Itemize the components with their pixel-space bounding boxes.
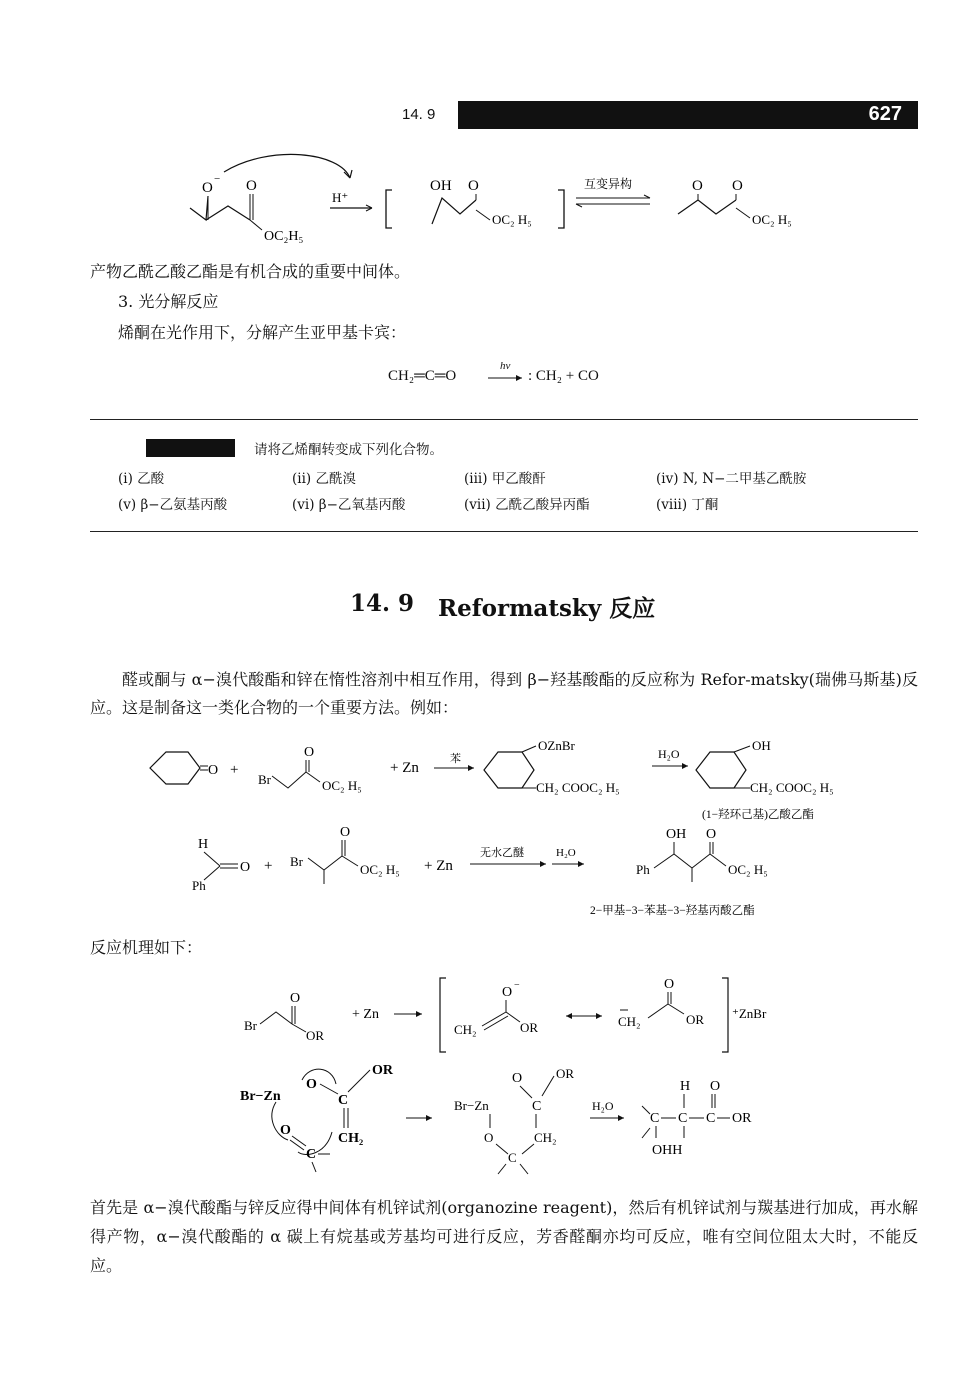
atom-br: Br xyxy=(290,854,303,869)
mechanism-label: 反应机理如下： xyxy=(90,938,203,957)
group-ph: Ph xyxy=(636,862,650,877)
group-or: OR xyxy=(520,1020,539,1035)
paragraph-intro: 醛或酮与 α−溴代酸酯和锌在惰性溶剂中相互作用，得到 β−羟基酸酯的反应称为 Refor-matsky(瑞佛马斯基)反应。这是制备这一类化合物的一个重要方法。例如： xyxy=(90,670,918,717)
group-oc2h5: OC₂ H₅ xyxy=(360,862,400,877)
paragraph-conclusion: 首先是 α−溴代酸酯与锌反应得中间体有机锌试剂(organozine reagent)，然后有机锌试剂与羰基进行加成，再水解得产物，α−溴代酸酯的 α 碳上有烷基或芳基均可进行反应，芳香醛酮亦均可反应，唯有空间位阻太大时，不能反应。 xyxy=(90,1198,918,1275)
atom-o: O xyxy=(710,1079,721,1094)
group-oc2h5: OC₂ H₅ xyxy=(322,778,362,793)
bracket-right xyxy=(722,978,728,1052)
curved-arrow xyxy=(224,154,350,178)
atom-c: C xyxy=(532,1099,542,1114)
header-bar xyxy=(458,101,918,129)
atom-h: H xyxy=(198,837,209,852)
atom-o: O xyxy=(306,1077,317,1092)
scheme-example-2 xyxy=(180,822,860,926)
paragraph-product: 产物乙酰乙酸乙酯是有机合成的重要中间体。 xyxy=(90,262,411,281)
atom-o: O xyxy=(240,860,251,875)
section-number: 14. 9 xyxy=(350,590,415,617)
exercise-rule-top xyxy=(90,419,918,420)
equation-hv: hν xyxy=(500,360,511,372)
section-title: Reformatsky 反应 xyxy=(438,595,656,622)
atom-o: O xyxy=(246,178,257,194)
reagent-zn: + Zn xyxy=(352,1007,379,1022)
cyclohexane-ring-2 xyxy=(696,752,746,788)
exercise-prompt: 请将乙烯酮转变成下列化合物。 xyxy=(254,442,443,458)
group-oznbr: OZnBr xyxy=(538,738,575,753)
group-br-zn: Br−Zn xyxy=(454,1098,489,1113)
group-ch2cooc2h5-b: CH₂ COOC₂ H₅ xyxy=(750,780,834,795)
group-or: OR xyxy=(732,1111,752,1126)
group-br-zn: Br−Zn xyxy=(240,1089,281,1104)
atom-br: Br xyxy=(258,772,271,787)
reagent-h-plus: H⁺ xyxy=(332,190,349,205)
group-ch2: CH₂ xyxy=(338,1131,364,1146)
cyclohexane-ring xyxy=(484,752,534,788)
atom-o: O xyxy=(208,763,219,778)
label-tautomerism: 互变异构 xyxy=(584,177,633,191)
equation-ketene-left: CH₂═C═O xyxy=(388,368,457,384)
reagent-h2o: H₂O xyxy=(658,747,680,761)
atom-o: O xyxy=(280,1123,291,1138)
product-name-1: (1−羟环己基)乙酸乙酯 xyxy=(702,809,814,821)
atom-c: C xyxy=(650,1111,660,1126)
plus-sign: + xyxy=(230,762,239,778)
reagent-h2o: H₂O xyxy=(556,847,576,859)
atom-o-minus: O xyxy=(502,985,513,1000)
scheme-tautomerism xyxy=(180,150,820,250)
group-oh: OH xyxy=(666,827,687,842)
atom-o-2: O xyxy=(468,178,479,194)
atom-o: O xyxy=(484,1130,494,1145)
group-oc2h5-b: OC₂ H₅ xyxy=(492,212,532,227)
group-oc2h5-c: OC₂ H₅ xyxy=(752,212,792,227)
group-ch2cooc2h5: CH₂ COOC₂ H₅ xyxy=(536,780,620,795)
atom-o-minus: O xyxy=(202,180,213,196)
reagent-zn: + Zn xyxy=(424,858,453,874)
exercise-item: (i) 乙酸 xyxy=(118,471,165,487)
atom-o: O xyxy=(340,825,351,840)
atom-c: C xyxy=(306,1147,317,1162)
group-ch2-minus: CH₂ xyxy=(618,1014,641,1029)
exercise-item: (iv) N, N−二甲基乙酰胺 xyxy=(656,471,807,487)
equation-ketene-right: : CH₂ + CO xyxy=(528,368,599,384)
running-header-section: 14. 9 xyxy=(402,106,436,123)
atom-o: O xyxy=(512,1071,523,1086)
exercise-label-bar xyxy=(146,439,235,457)
exercise-item: (viii) 丁酮 xyxy=(656,497,719,513)
charge-minus: − xyxy=(514,980,520,991)
scheme-example-1 xyxy=(140,738,870,828)
group-ch2: CH₂ xyxy=(454,1022,477,1037)
atom-o: O xyxy=(664,977,675,992)
exercise-item: (iii) 甲乙酸酐 xyxy=(464,471,546,487)
atom-h: H xyxy=(680,1079,691,1094)
paragraph-photolysis: 烯酮在光作用下，分解产生亚甲基卡宾： xyxy=(118,323,407,342)
exercise-item: (v) β−乙氨基丙酸 xyxy=(118,497,228,513)
subheading-photolysis: 3. 光分解反应 xyxy=(118,292,219,311)
group-or: OR xyxy=(556,1066,575,1081)
atom-c: C xyxy=(678,1111,688,1126)
group-oc2h5: OC₂H₅ xyxy=(264,229,304,244)
bracket-right xyxy=(558,190,564,228)
atom-o: O xyxy=(304,745,315,760)
exercise-item: (vi) β−乙氧基丙酸 xyxy=(292,497,406,513)
exercise-rule-bottom xyxy=(90,531,918,532)
group-or: OR xyxy=(306,1028,325,1043)
atom-c: C xyxy=(508,1150,517,1165)
atom-br: Br xyxy=(244,1018,257,1033)
bracket-left xyxy=(440,978,446,1052)
solvent-benzene: 苯 xyxy=(450,753,461,765)
group-ohh: OHH xyxy=(652,1143,683,1158)
exercise-item: (vii) 乙酰乙酸异丙酯 xyxy=(464,497,590,513)
reagent-h2o: H₂O xyxy=(592,1099,614,1113)
atom-c: C xyxy=(706,1111,716,1126)
group-oc2h5-b: OC₂ H₅ xyxy=(728,862,768,877)
bracket-left xyxy=(386,190,392,228)
atom-c: C xyxy=(338,1093,349,1108)
reagent-zn: + Zn xyxy=(390,760,419,776)
product-name-2: 2−甲基−3−苯基−3−羟基丙酸乙酯 xyxy=(590,905,755,917)
plus-sign: + xyxy=(264,858,273,874)
equation-arrow xyxy=(488,372,524,384)
group-or: OR xyxy=(686,1012,705,1027)
scheme-mechanism-2 xyxy=(236,1058,796,1178)
group-ph: Ph xyxy=(192,878,206,893)
group-oh: OH xyxy=(752,738,771,753)
group-ch2: CH₂ xyxy=(534,1130,557,1145)
group-znbr: ⁺ZnBr xyxy=(732,1006,767,1021)
atom-o: O xyxy=(290,991,301,1006)
atom-o: O xyxy=(706,827,717,842)
atom-oh: OH xyxy=(430,178,452,194)
charge-minus: − xyxy=(214,173,221,185)
cyclohexanone-ring xyxy=(150,752,200,784)
atom-o-4: O xyxy=(732,178,743,194)
group-or: OR xyxy=(372,1063,393,1078)
scheme-mechanism-1 xyxy=(236,972,796,1058)
atom-o-3: O xyxy=(692,178,703,194)
solvent-ether: 无水乙醚 xyxy=(480,847,524,859)
page-number: 627 xyxy=(868,103,902,125)
exercise-item: (ii) 乙酰溴 xyxy=(292,471,356,487)
